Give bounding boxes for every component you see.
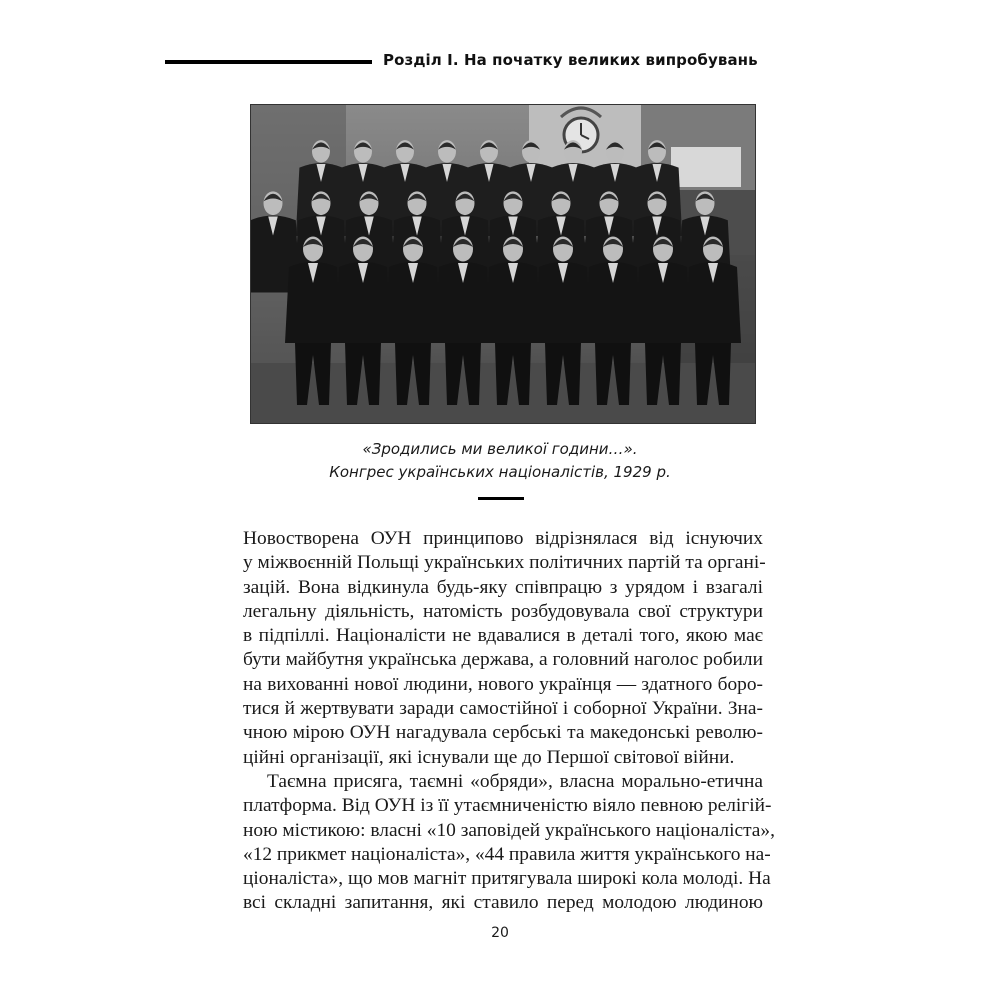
paragraph-2-line: «12 прикмет націоналіста», «44 правила життя українського на- — [243, 843, 771, 865]
paragraph-2-line: ною містикою: власні «10 заповідей українського націоналіста», — [243, 819, 775, 841]
caption-rule — [478, 497, 524, 500]
paragraph-2-line: ціоналіста», що мов магніт притягувала широкі кола молоді. На — [243, 868, 771, 890]
paragraph-1-line: зацій. Вона відкинула будь-яку співпрацю з урядом і взагалі — [243, 576, 763, 598]
paragraph-1-line: в підпіллі. Націоналісти не вдавалися в деталі того, якою має — [243, 625, 763, 647]
paragraph-1-line: ційні організації, які існували ще до Першої світової війни. — [243, 746, 735, 768]
running-title: Розділ І. На початку великих випробувань — [383, 51, 758, 69]
paragraph-1-line: чною мірою ОУН нагадувала сербські та македонські револю- — [243, 722, 763, 744]
paragraph-2-line: всі складні запитання, які ставило перед молодою людиною — [243, 892, 763, 914]
group-photo — [250, 104, 756, 424]
paragraph-1-line: тися й жертвувати заради самостійної і соборної України. Зна- — [243, 698, 763, 720]
figure-caption-line-1: «Зродились ми великої години…». — [362, 440, 638, 458]
paragraph-1-line: легальну діяльність, натомість розбудовувала свої структури — [243, 600, 763, 622]
figure-caption-line-2: Конгрес українських націоналістів, 1929 р. — [329, 463, 671, 481]
body-text — [243, 527, 775, 916]
paragraph-2-line: Таємна присяга, таємні «обряди», власна морально-етична — [267, 770, 763, 792]
page-number: 20 — [491, 925, 509, 941]
paragraph-1-line: Новостворена ОУН принципово відрізнялася від існуючих — [243, 528, 763, 549]
paragraph-2-line: платформа. Від ОУН із її утаємниченістю віяло певною релігій- — [243, 795, 772, 817]
paragraph-1-line: у міжвоєнній Польщі українських політичних партій та органі- — [243, 552, 766, 574]
header-rule — [165, 60, 372, 64]
paragraph-1-line: на вихованні нової людини, нового українця — здатного боро- — [243, 673, 763, 695]
paragraph-1-line: бути майбутня українська держава, а головний наголос робили — [243, 649, 763, 671]
